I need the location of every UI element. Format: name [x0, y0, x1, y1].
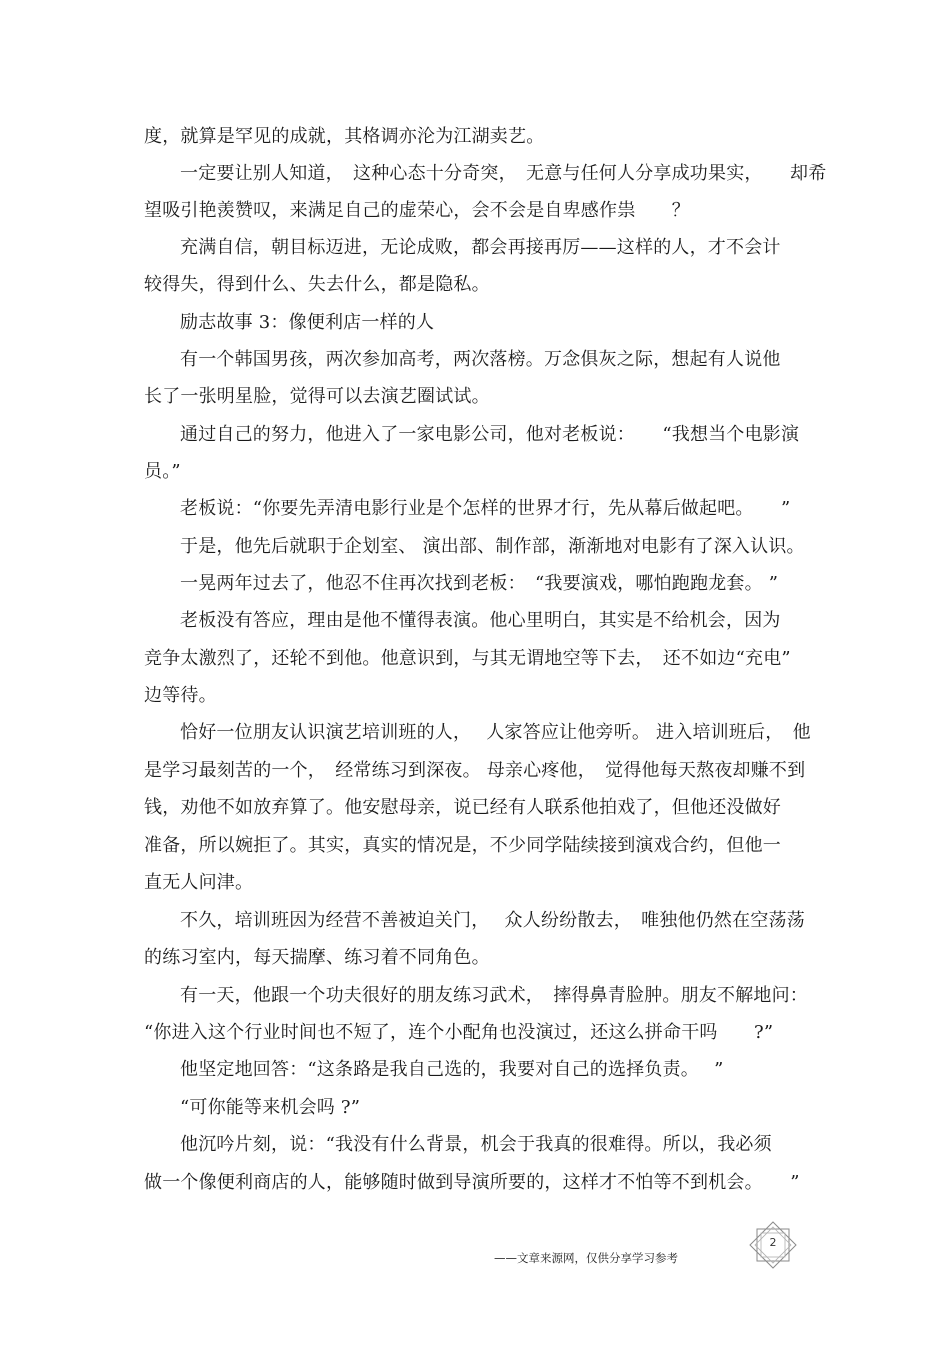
text-line: 一定要让别人知道， 这种心态十分奇突， 无意与任何人分享成功果实， 却希	[180, 163, 827, 184]
text-line: “可你能等来机会吗 ?”	[180, 1097, 361, 1118]
text-line: 是学习最刻苦的一个， 经常练习到深夜。 母亲心疼他， 觉得他每天熬夜却赚不到	[144, 760, 806, 781]
text-line: 充满自信，朝目标迈进，无论成败，都会再接再厉——这样的人，才不会计	[180, 237, 781, 258]
text-line: “你进入这个行业时间也不短了，连个小配角也没演过，还这么拼命干吗 ?”	[144, 1022, 774, 1043]
text-line: 准备，所以婉拒了。其实，真实的情况是，不少同学陆续接到演戏合约，但他一	[144, 835, 781, 856]
text-line: 直无人问津。	[144, 872, 254, 893]
text-line: 不久，培训班因为经营不善被迫关门， 众人纷纷散去， 唯独他仍然在空荡荡	[180, 910, 805, 931]
text-line: 他沉吟片刻，说：“我没有什么背景，机会于我真的很难得。所以，我必须	[180, 1134, 772, 1155]
text-line: 于是，他先后就职于企划室、 演出部、制作部，渐渐地对电影有了深入认识。	[180, 536, 805, 557]
text-line: 钱，劝他不如放弃算了。他安慰母亲，说已经有人联系他拍戏了，但他还没做好	[144, 797, 781, 818]
text-line: 员。”	[144, 461, 181, 482]
text-line: 他坚定地回答：“这条路是我自己选的，我要对自己的选择负责。 ”	[180, 1059, 724, 1080]
text-line: 做一个像便利商店的人，能够随时做到导演所要的，这样才不怕等不到机会。 ”	[144, 1172, 800, 1193]
text-line: 长了一张明星脸，觉得可以去演艺圈试试。	[144, 386, 490, 407]
page-number: 2	[769, 1236, 777, 1249]
text-line: 老板说：“你要先弄清电影行业是个怎样的世界才行，先从幕后做起吧。 ”	[180, 498, 791, 519]
text-line: 望吸引艳羡赞叹，来满足自己的虚荣心，会不会是自卑感作祟 ？	[144, 200, 690, 221]
section-heading: 励志故事 3：像便利店一样的人	[180, 312, 435, 333]
text-line: 边等待。	[144, 685, 217, 706]
text-line: 竞争太激烈了，还轮不到他。他意识到，与其无谓地空等下去， 还不如边“充电”	[144, 648, 791, 669]
text-line: 的练习室内，每天揣摩、练习着不同角色。	[144, 947, 490, 968]
page-number-badge	[748, 1220, 798, 1270]
text-line: 较得失，得到什么、失去什么，都是隐私。	[144, 274, 490, 295]
text-line: 度，就算是罕见的成就，其格调亦沦为江湖卖艺。	[144, 126, 545, 147]
text-line: 有一个韩国男孩，两次参加高考，两次落榜。万念俱灰之际，想起有人说他	[180, 349, 781, 370]
text-line: 老板没有答应，理由是他不懂得表演。他心里明白，其实是不给机会，因为	[180, 610, 781, 631]
text-line: 通过自己的努力，他进入了一家电影公司，他对老板说： “我想当个电影演	[180, 424, 800, 445]
text-line: 恰好一位朋友认识演艺培训班的人， 人家答应让他旁听。 进入培训班后， 他	[180, 722, 811, 743]
text-line: 一晃两年过去了，他忍不住再次找到老板： “我要演戏，哪怕跑跑龙套。 ”	[180, 573, 779, 594]
footer-source-note: ——文章来源网，仅供分享学习参考	[494, 1251, 678, 1265]
text-line: 有一天，他跟一个功夫很好的朋友练习武术， 摔得鼻青脸肿。朋友不解地问：	[180, 985, 808, 1006]
